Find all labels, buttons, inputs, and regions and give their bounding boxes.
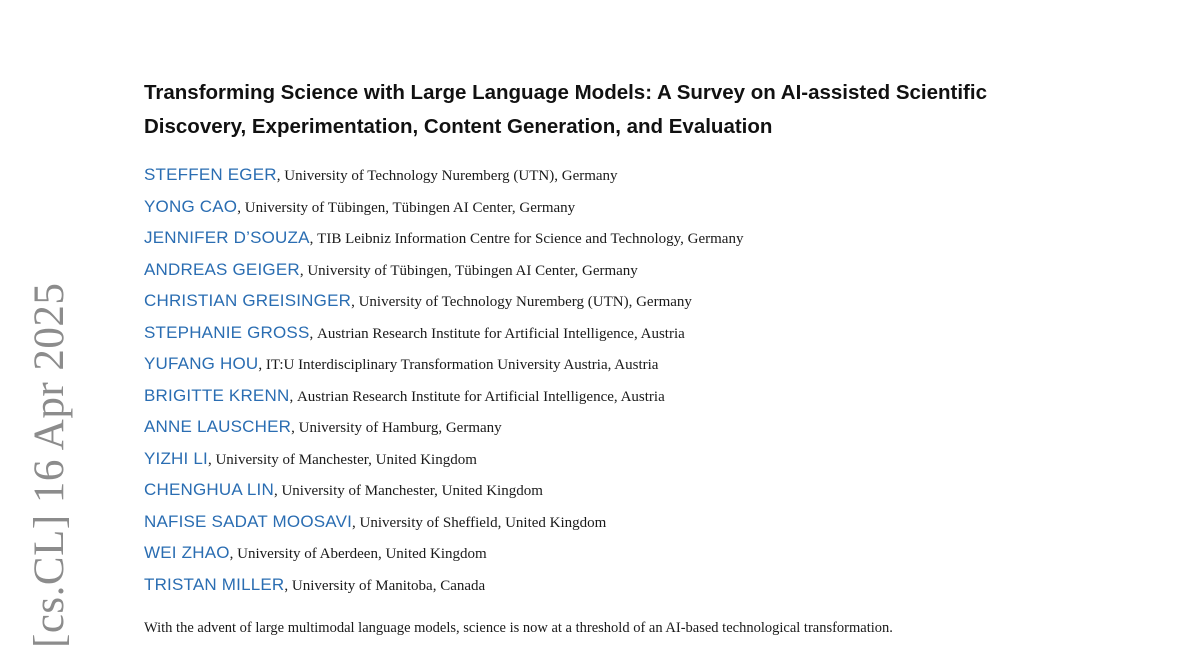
paper-title: Transforming Science with Large Language Models: A Survey on AI-assisted Scientific Discovery, Experimentation, Content Generation, and Evaluation <box>144 81 987 138</box>
author-affiliation: University of Technology Nuremberg (UTN), Germany <box>358 294 692 310</box>
author-name[interactable]: JENNIFER D’SOUZA <box>144 228 310 247</box>
author-entry <box>144 222 1104 254</box>
author-name[interactable]: STEFFEN EGER <box>144 165 277 184</box>
author-separator: , <box>207 451 216 468</box>
author-name[interactable]: ANNE LAUSCHER <box>144 417 292 436</box>
author-entry <box>144 411 1104 443</box>
author-separator: , <box>291 420 299 436</box>
author-entry <box>144 537 1104 569</box>
author-entry <box>144 569 1104 601</box>
abstract-text: With the advent of large multimodal language models, science is now at a threshold of an AI-based technological transformation. <box>144 620 893 636</box>
author-entry <box>144 317 1104 349</box>
author-affiliation: University of Sheffield, United Kingdom <box>359 514 607 531</box>
author-separator: , <box>237 199 245 216</box>
author-affiliation: Austrian Research Institute for Artificial Intelligence, Austria <box>296 388 665 405</box>
author-separator: , <box>258 357 266 373</box>
author-entry <box>144 506 1104 538</box>
author-affiliation: University of Tübingen, Tübingen AI Center, Germany <box>307 262 638 279</box>
arxiv-stamp-text: [cs.CL] 16 Apr 2025 <box>26 282 73 648</box>
author-entry <box>144 191 1104 223</box>
author-name[interactable]: NAFISE SADAT MOOSAVI <box>144 511 353 531</box>
author-affiliation: University of Aberdeen, United Kingdom <box>237 546 487 562</box>
author-separator: , <box>309 231 318 247</box>
author-name[interactable]: ANDREAS GEIGER <box>144 259 300 279</box>
author-name[interactable]: YONG CAO <box>144 196 238 216</box>
author-name[interactable]: CHENGHUA LIN <box>144 480 274 499</box>
author-separator: , <box>273 483 282 499</box>
author-entry <box>144 443 1104 475</box>
author-entry <box>144 474 1104 506</box>
author-separator: , <box>276 168 285 184</box>
author-name[interactable]: YIZHI LI <box>144 448 208 468</box>
author-entry <box>144 348 1104 380</box>
author-separator: , <box>309 325 317 342</box>
author-name[interactable]: CHRISTIAN GREISINGER <box>144 291 352 310</box>
author-affiliation: University of Manchester, United Kingdom <box>281 483 543 499</box>
author-name[interactable]: BRIGITTE KRENN <box>144 385 290 405</box>
author-separator: , <box>299 262 308 279</box>
author-affiliation: University of Hamburg, Germany <box>298 420 502 436</box>
author-entry <box>144 285 1104 317</box>
author-entry <box>144 254 1104 286</box>
author-name[interactable]: STEPHANIE GROSS <box>144 322 310 342</box>
author-affiliation: IT:U Interdisciplinary Transformation University Austria, Austria <box>265 357 659 373</box>
author-affiliation: TIB Leibniz Information Centre for Science and Technology, Germany <box>317 231 744 247</box>
author-name[interactable]: WEI ZHAO <box>144 543 230 562</box>
author-affiliation: University of Technology Nuremberg (UTN), Germany <box>284 168 618 184</box>
author-affiliation: University of Manchester, United Kingdom <box>215 451 477 468</box>
author-affiliation: Austrian Research Institute for Artificial Intelligence, Austria <box>316 325 685 342</box>
author-list <box>144 159 1104 600</box>
author-separator: , <box>284 577 292 594</box>
author-separator: , <box>229 546 238 562</box>
author-name[interactable]: TRISTAN MILLER <box>144 574 285 594</box>
author-separator: , <box>352 514 360 531</box>
author-separator: , <box>289 388 297 405</box>
author-entry <box>144 159 1104 191</box>
author-name[interactable]: YUFANG HOU <box>144 354 259 373</box>
author-entry <box>144 380 1104 412</box>
author-affiliation: University of Manitoba, Canada <box>291 577 486 594</box>
author-separator: , <box>351 294 359 310</box>
author-affiliation: University of Tübingen, Tübingen AI Center, Germany <box>244 199 576 216</box>
arxiv-side-stamp <box>22 282 78 648</box>
